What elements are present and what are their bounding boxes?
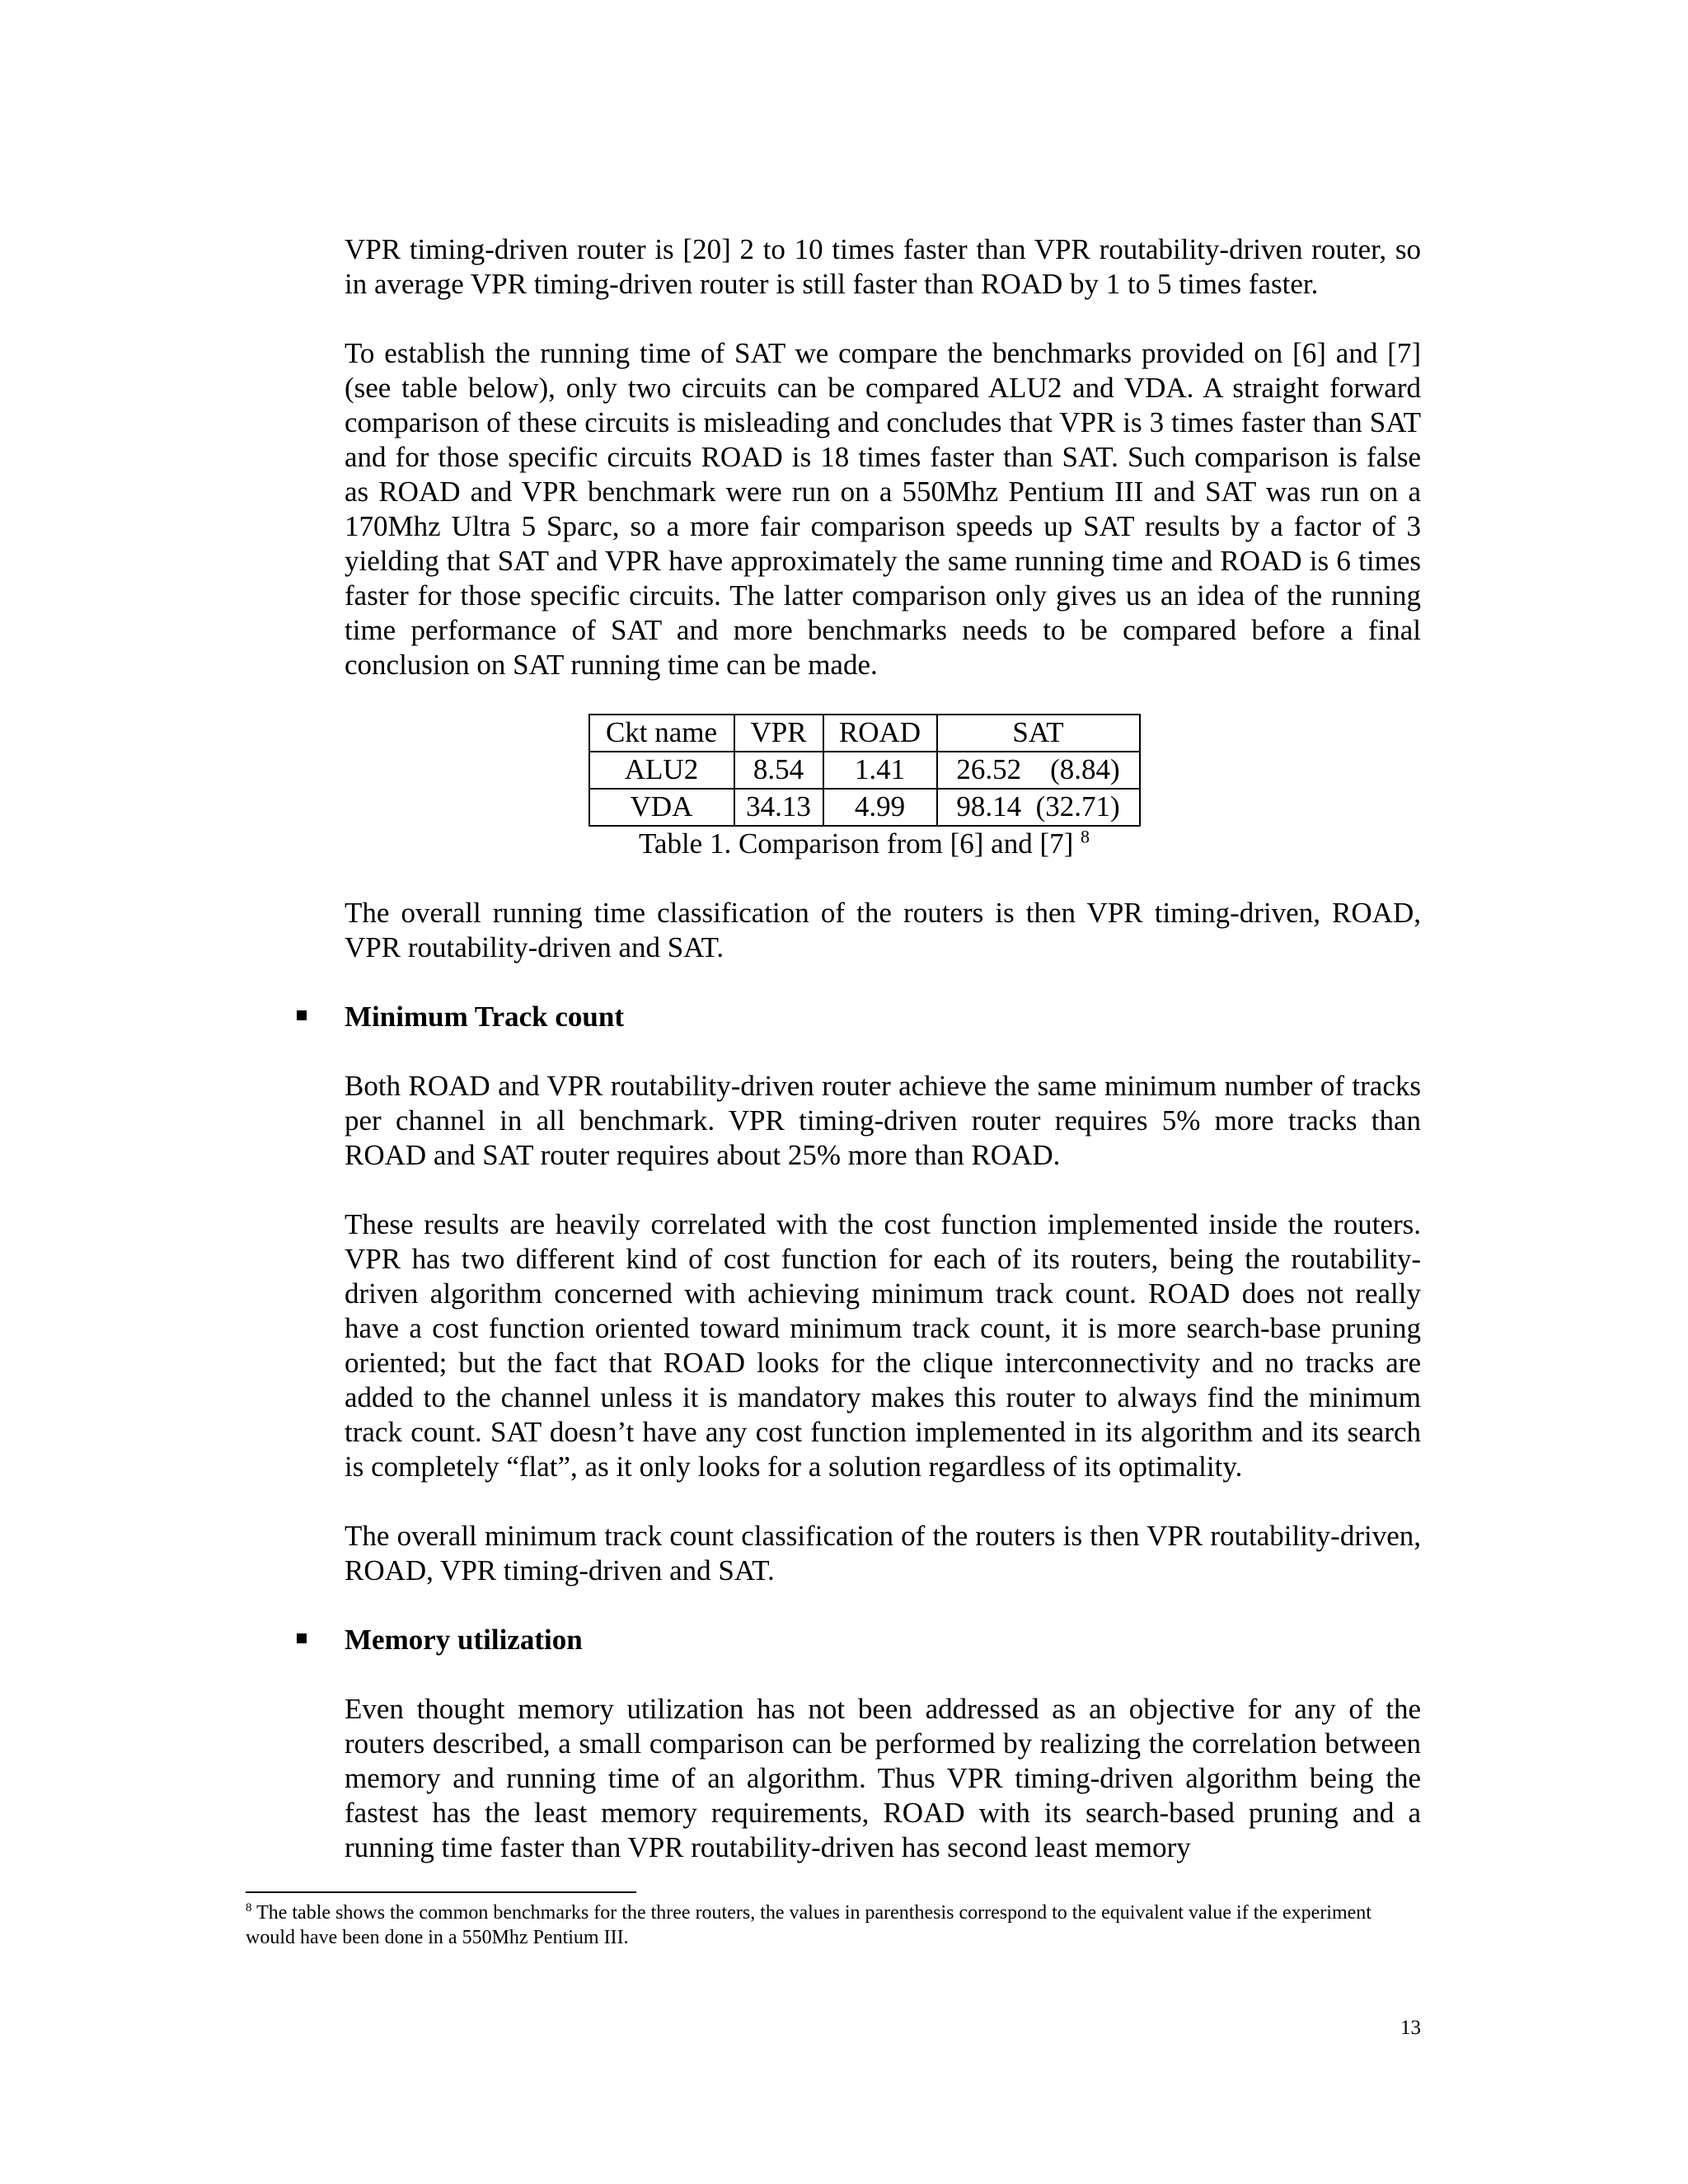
table-header-row <box>589 715 1140 752</box>
footnote-text: The table shows the common benchmarks for the three routers, the values in parenthesis correspond to the equivalent value if the experiment would have been done in a 550Mhz Pentium III. <box>246 1902 1372 1948</box>
table-caption <box>639 827 1090 861</box>
footnote-reference: 8 <box>1081 826 1090 847</box>
table-header-cell: Ckt name <box>589 715 734 752</box>
table-cell: ALU2 <box>589 752 734 789</box>
table-row <box>589 752 1140 789</box>
table-header-cell: SAT <box>937 715 1140 752</box>
table-caption-text: Table 1. Comparison from [6] and [7] <box>638 827 1081 860</box>
comparison-table-block <box>345 714 1421 861</box>
square-bullet-icon <box>297 1010 307 1020</box>
table-cell: VDA <box>589 789 734 826</box>
footnote <box>246 1900 1421 1950</box>
section-heading-text: Memory utilization <box>345 1624 583 1656</box>
section-heading-text: Minimum Track count <box>345 1001 624 1033</box>
table-header-cell: VPR <box>734 715 823 752</box>
footnote-separator <box>246 1891 636 1893</box>
section-heading-min-track <box>345 1000 1421 1034</box>
table-cell: 4.99 <box>823 789 937 826</box>
paragraph-track-results: Both ROAD and VPR routability-driven router achieve the same minimum number of tracks per channel in all benchmark. VPR timing-driven router requires 5% more tracks than ROAD and SAT router requires about 25% more than ROAD. <box>345 1070 1421 1171</box>
paragraph-memory-utilization: Even thought memory utilization has not been addressed as an objective for any of the routers described, a small comparison can be performed by realizing the correlation between memory and running time of an algorithm. Thus VPR timing-driven algorithm being the fastest has the least memory requirements, ROAD with its search-based pruning and a running time faster than VPR routability-driven has second least memory <box>345 1693 1421 1863</box>
table-row <box>589 789 1140 826</box>
table-cell: 1.41 <box>823 752 937 789</box>
paragraph-running-time-classification: The overall running time classification of the routers is then VPR timing-driven, ROAD, VPR routability-driven and SAT. <box>345 897 1421 963</box>
footnote-marker: 8 <box>246 1901 252 1915</box>
page-number: 13 <box>1400 2017 1421 2039</box>
section-heading-memory <box>345 1623 1421 1657</box>
paragraph-sat-running-time: To establish the running time of SAT we compare the benchmarks provided on [6] and [7] (see table below), only two circuits can be compared ALU2 and VDA. A straight forward comparison of these circuits is misleading and concludes that VPR is 3 times faster than SAT and for those specific circuits ROAD is 18 times faster than SAT. Such comparison is false as ROAD and VPR benchmark were run on a 550Mhz Pentium III and SAT was run on a 170Mhz Ultra 5 Sparc, so a more fair comparison speeds up SAT results by a factor of 3 yielding that SAT and VPR have approximately the same running time and ROAD is 6 times faster for those specific circuits. The latter comparison only gives us an idea of the running time performance of SAT and more benchmarks needs to be compared before a final conclusion on SAT running time can be made. <box>345 337 1421 681</box>
table-header-cell: ROAD <box>823 715 937 752</box>
main-content <box>345 232 1421 1865</box>
table-cell: 34.13 <box>734 789 823 826</box>
paragraph-router-speed: VPR timing-driven router is [20] 2 to 10 times faster than VPR routability-driven router, so in average VPR timing-driven router is still faster than ROAD by 1 to 5 times faster. <box>345 233 1421 300</box>
table-cell: 98.14 (32.71) <box>937 789 1140 826</box>
paragraph-track-classification: The overall minimum track count classification of the routers is then VPR routability-driven, ROAD, VPR timing-driven and SAT. <box>345 1520 1421 1586</box>
square-bullet-icon <box>297 1633 307 1643</box>
table-cell: 26.52 (8.84) <box>937 752 1140 789</box>
paragraph-cost-function: These results are heavily correlated with the cost function implemented inside the routers. VPR has two different kind of cost function for each of its routers, being the routability-driven algorithm concerned with achieving minimum track count. ROAD does not really have a cost function oriented toward minimum track count, it is more search-base pruning oriented; but the fact that ROAD looks for the clique interconnectivity and no tracks are added to the channel unless it is mandatory makes this router to always find the minimum track count. SAT doesn’t have any cost function implemented in its algorithm and its search is completely “flat”, as it only looks for a solution regardless of its optimality. <box>345 1208 1421 1483</box>
comparison-table <box>588 714 1141 827</box>
table-cell: 8.54 <box>734 752 823 789</box>
